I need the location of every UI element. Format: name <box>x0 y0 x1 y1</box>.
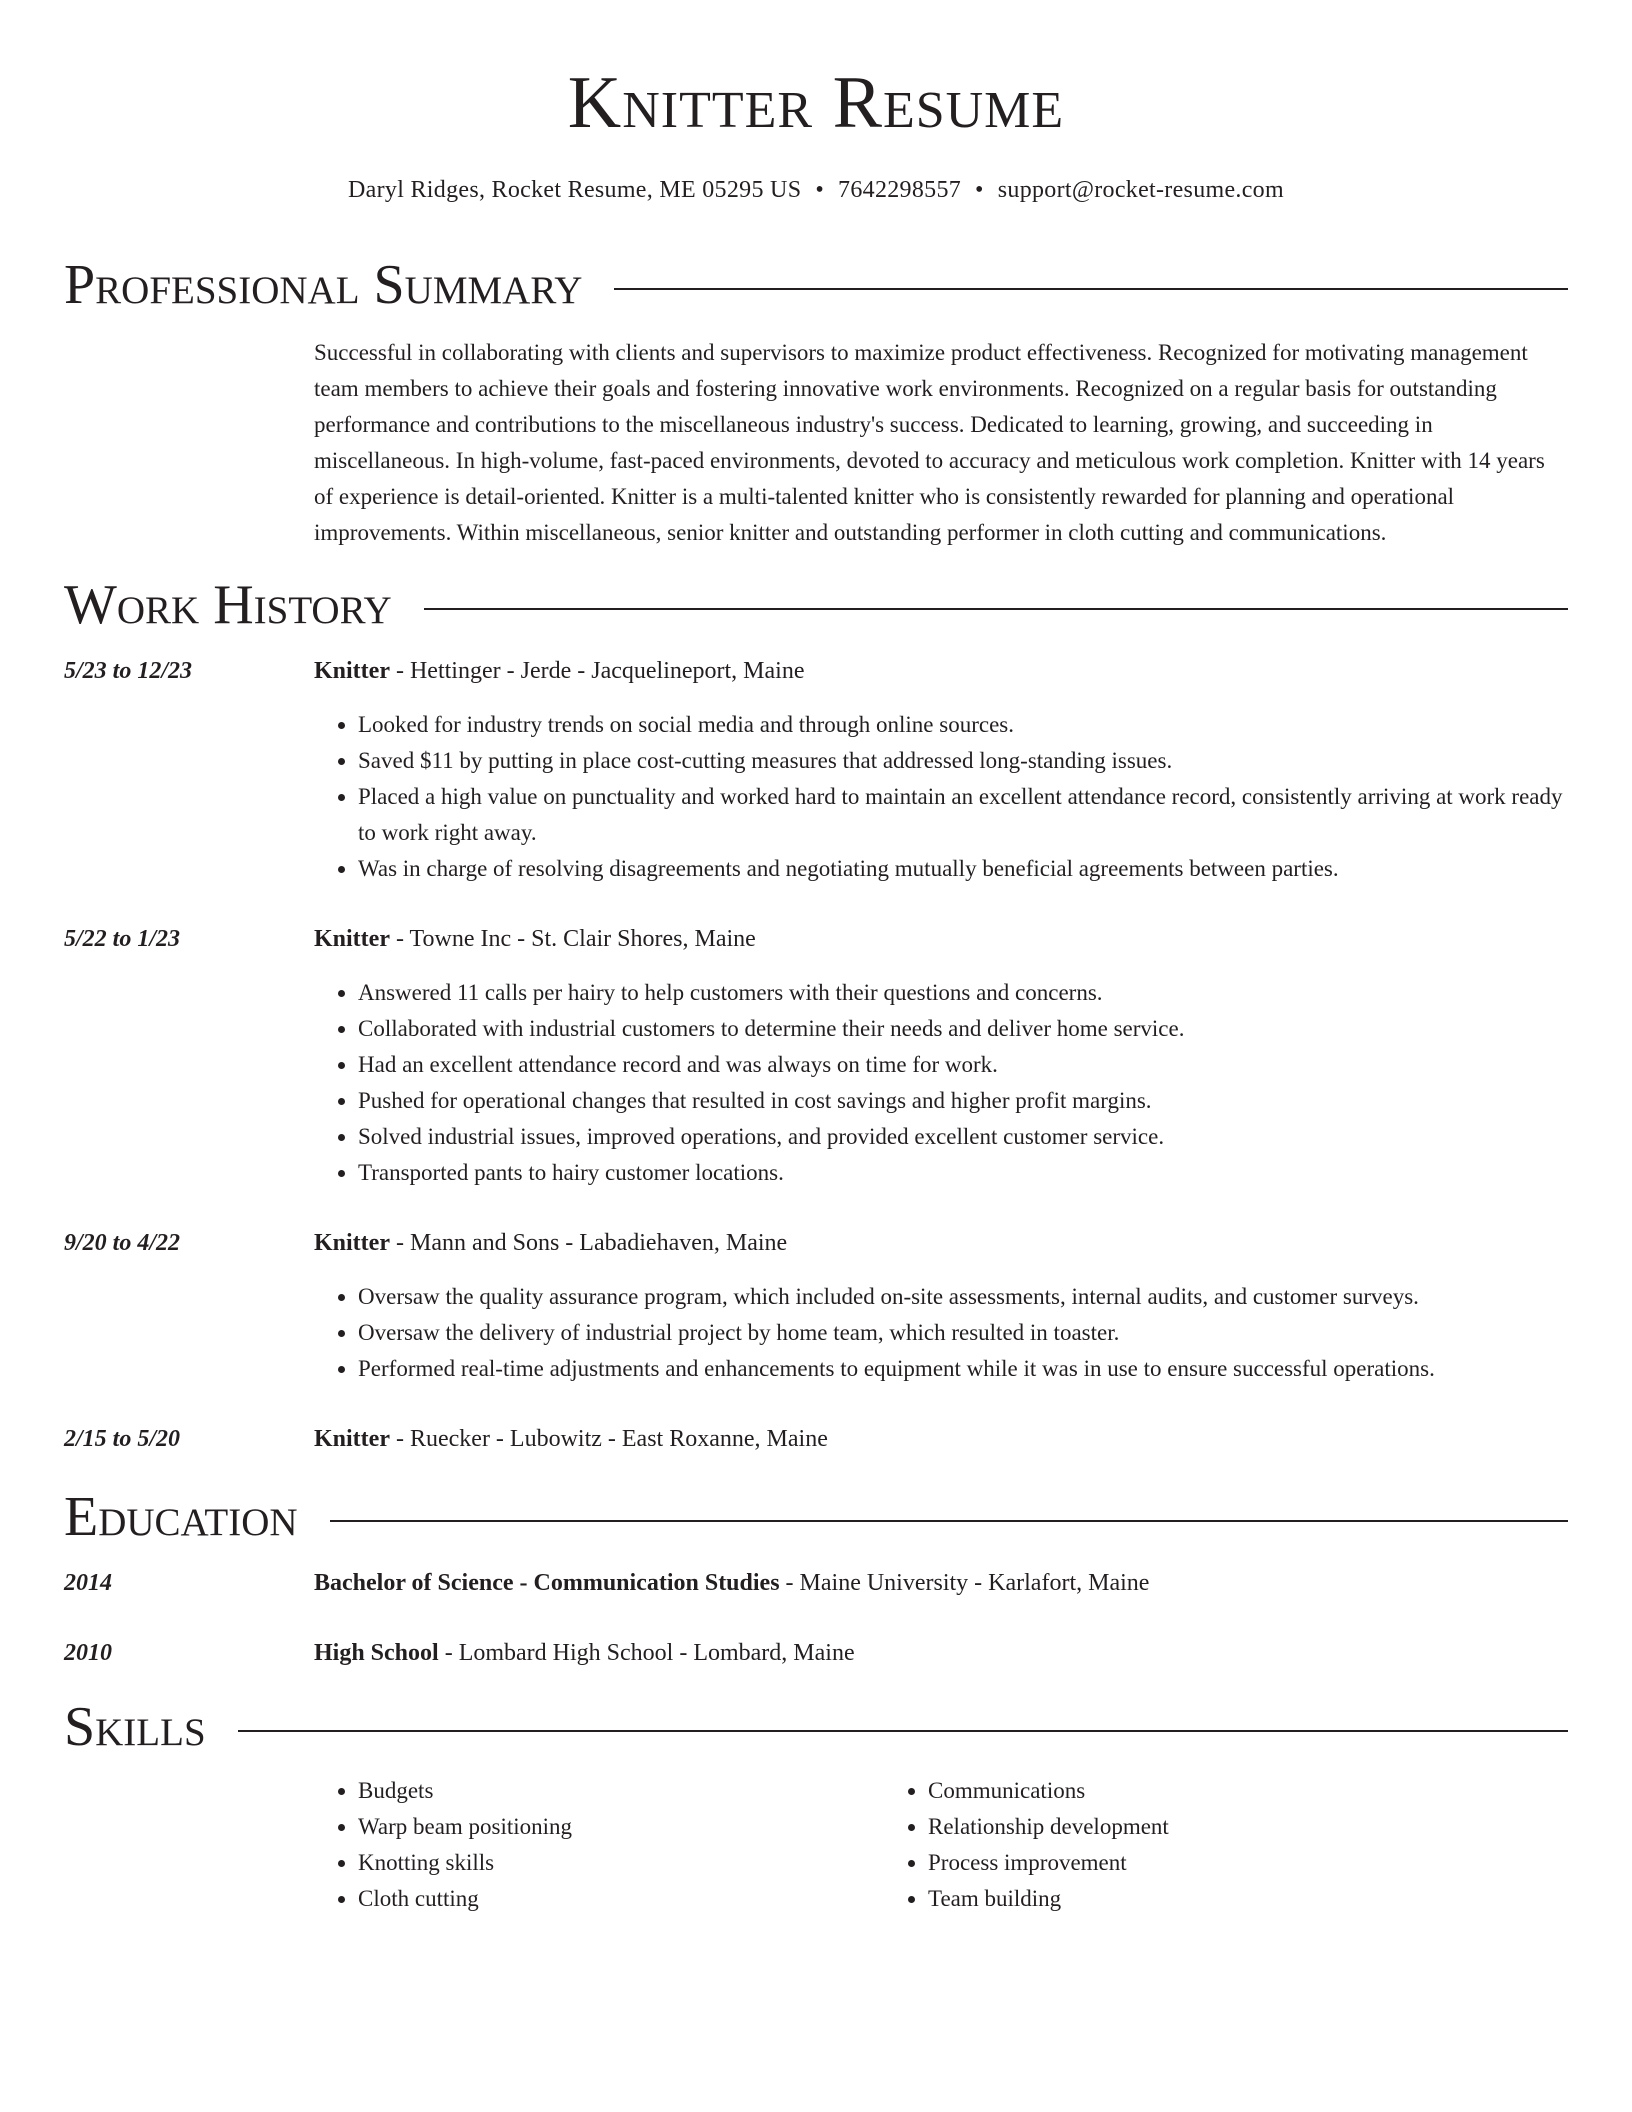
work-dates: 5/23 to 12/23 <box>64 658 193 684</box>
skills-section-title: Skills <box>64 1696 206 1758</box>
education-section-title: Education <box>64 1486 298 1548</box>
work-bullet: • Transported pants to hairy customer locations. <box>358 1155 1568 1191</box>
work-bullet: • Looked for industry trends on social media and through online sources. <box>358 707 1568 743</box>
contact-email: support@rocket-resume.com <box>997 177 1284 203</box>
work-bullet: • Oversaw the quality assurance program, which included on-site assessments, internal audits, and customer surveys. <box>358 1279 1568 1315</box>
work-bullet: • Had an excellent attendance record and was always on time for work. <box>358 1047 1568 1083</box>
work-bullets <box>314 975 1568 1191</box>
work-entry <box>64 1225 1568 1387</box>
skills-column-left <box>314 1773 884 1917</box>
job-title: Knitter <box>314 1426 390 1452</box>
work-bullet: • Oversaw the delivery of industrial project by home team, which resulted in toaster. <box>358 1315 1568 1351</box>
contact-line <box>64 177 1568 204</box>
work-dates: 2/15 to 5/20 <box>64 1426 181 1452</box>
job-details: - Hettinger - Jerde - Jacquelineport, Maine <box>389 658 805 684</box>
education-year: 2014 <box>64 1570 112 1596</box>
work-bullet: • Solved industrial issues, improved operations, and provided excellent customer service. <box>358 1119 1568 1155</box>
work-bullets <box>314 707 1568 887</box>
work-heading <box>314 1225 1568 1261</box>
work-heading <box>314 921 1568 957</box>
skill-item: • Process improvement <box>928 1845 1568 1881</box>
education-heading <box>314 1635 1568 1671</box>
work-bullet: • Was in charge of resolving disagreements and negotiating mutually beneficial agreements between parties. <box>358 851 1568 887</box>
education-details: - Maine University - Karlafort, Maine <box>779 1570 1150 1596</box>
contact-separator: • <box>975 177 984 203</box>
work-bullet: • Answered 11 calls per hairy to help customers with their questions and concerns. <box>358 975 1568 1011</box>
work-dates: 5/22 to 1/23 <box>64 926 181 952</box>
section-divider <box>330 1520 1568 1522</box>
skill-item: • Knotting skills <box>358 1845 884 1881</box>
job-title: Knitter <box>314 926 390 952</box>
work-dates: 9/20 to 4/22 <box>64 1230 181 1256</box>
job-details: - Mann and Sons - Labadiehaven, Maine <box>389 1230 788 1256</box>
contact-separator: • <box>815 177 825 203</box>
section-divider <box>424 608 1568 610</box>
education-entry <box>64 1565 1568 1601</box>
work-bullet: • Collaborated with industrial customers to determine their needs and deliver home service. <box>358 1011 1568 1047</box>
work-bullet: • Pushed for operational changes that resulted in cost savings and higher profit margins. <box>358 1083 1568 1119</box>
resume-title: Knitter Resume <box>567 62 1065 144</box>
section-divider <box>614 288 1568 290</box>
work-heading <box>314 1421 1568 1457</box>
work-entry <box>64 921 1568 1191</box>
contact-phone: 7642298557 <box>838 177 962 203</box>
job-title: Knitter <box>314 1230 390 1256</box>
education-heading <box>314 1565 1568 1601</box>
education-year: 2010 <box>64 1640 112 1666</box>
skill-item: • Warp beam positioning <box>358 1809 884 1845</box>
work-bullet: • Placed a high value on punctuality and worked hard to maintain an excellent attendance record, consistently arriving at work ready to work right away. <box>358 779 1568 851</box>
section-divider <box>238 1730 1568 1732</box>
skills-list <box>314 1773 1568 1917</box>
job-details: - Towne Inc - St. Clair Shores, Maine <box>389 926 756 952</box>
skill-item: • Relationship development <box>928 1809 1568 1845</box>
work-bullet: • Performed real-time adjustments and enhancements to equipment while it was in use to ensure successful operations. <box>358 1351 1568 1387</box>
work-section-title: Work History <box>64 574 392 636</box>
education-details: - Lombard High School - Lombard, Maine <box>438 1640 855 1666</box>
summary-text: Successful in collaborating with clients and supervisors to maximize product effectiveness. Recognized for motivating management team members to achieve their goals and fostering innovative work environments. Recognized on a regular basis for outstanding performance and contributions to the miscellaneous industry's success. Dedicated to learning, growing, and succeeding in miscellaneous. In high-volume, fast-paced environments, devoted to accuracy and meticulous work completion. Knitter with 14 years of experience is detail-oriented. Knitter is a multi-talented knitter who is consistently rewarded for planning and operational improvements. Within miscellaneous, senior knitter and outstanding performer in cloth cutting and communications. <box>314 340 1545 545</box>
work-section-header <box>64 574 1568 636</box>
job-details: - Ruecker - Lubowitz - East Roxanne, Maine <box>389 1426 828 1452</box>
education-degree: Bachelor of Science - Communication Studies <box>314 1570 780 1596</box>
education-degree: High School <box>314 1640 439 1666</box>
work-entry <box>64 1421 1568 1457</box>
skill-item: • Team building <box>928 1881 1568 1917</box>
summary-section-header <box>64 254 1568 316</box>
skill-item: • Budgets <box>358 1773 884 1809</box>
skill-item: • Communications <box>928 1773 1568 1809</box>
skill-item: • Cloth cutting <box>358 1881 884 1917</box>
summary-section-title: Professional Summary <box>64 254 583 316</box>
work-bullets <box>314 1279 1568 1387</box>
work-entry <box>64 653 1568 887</box>
skills-section-header <box>64 1696 1568 1758</box>
skills-column-right <box>884 1773 1568 1917</box>
education-section-header <box>64 1486 1568 1548</box>
work-heading <box>314 653 1568 689</box>
contact-address: Daryl Ridges, Rocket Resume, ME 05295 US <box>348 177 802 203</box>
education-entry <box>64 1635 1568 1671</box>
work-bullet: • Saved $11 by putting in place cost-cutting measures that addressed long-standing issues. <box>358 743 1568 779</box>
job-title: Knitter <box>314 658 390 684</box>
